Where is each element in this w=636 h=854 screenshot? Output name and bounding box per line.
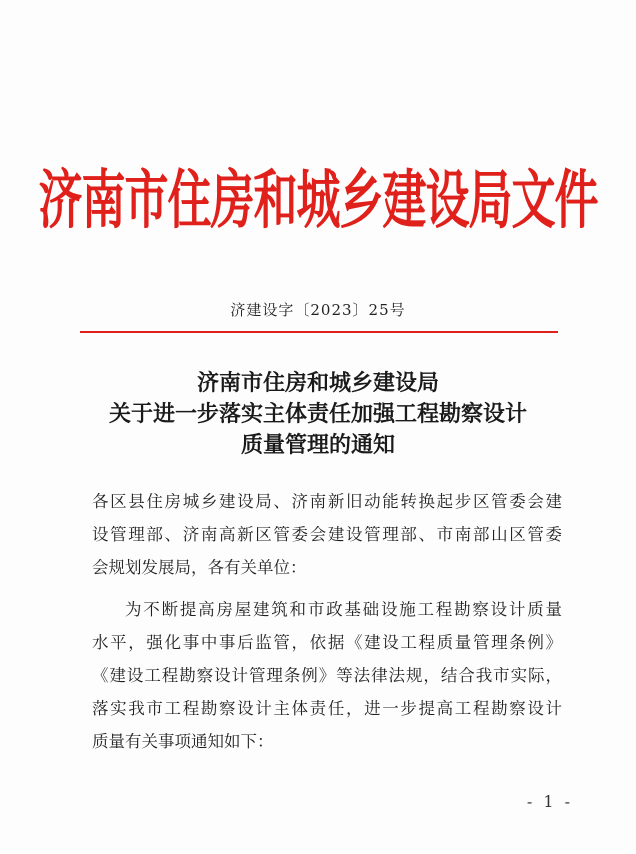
paragraph-line-2: 水平，强化事中事后监管，依据《建设工程质量管理条例》 — [92, 633, 562, 652]
issuer-header-title: 济南市住房和城乡建设局文件 — [38, 163, 598, 238]
notice-title-line-3: 质量管理的通知 — [240, 432, 395, 458]
red-divider-line — [80, 331, 558, 333]
paragraph-line-4: 落实我市工程勘察设计主体责任，进一步提高工程勘察设计 — [92, 699, 562, 718]
notice-title-line-2: 关于进一步落实主体责任加强工程勘察设计 — [108, 401, 527, 427]
notice-title-line-1: 济南市住房和城乡建设局 — [196, 370, 439, 396]
paragraph-line-5: 质量有关事项通知如下： — [92, 732, 274, 751]
paragraph-line-1: 为不断提高房屋建筑和市政基础设施工程勘察设计质量 — [125, 600, 562, 619]
addressee-line-3: 会规划发展局，各有关单位： — [92, 558, 307, 577]
page-number: - 1 - — [526, 792, 574, 811]
paragraph-line-3: 《建设工程勘察设计管理条例》等法律法规，结合我市实际， — [92, 666, 562, 685]
document-number: 济建设字〔2023〕25号 — [230, 301, 406, 319]
addressee-line-2: 设管理部、济南高新区管委会建设管理部、市南部山区管委 — [92, 525, 562, 544]
addressee-line-1: 各区县住房城乡建设局、济南新旧动能转换起步区管委会建 — [92, 492, 562, 511]
